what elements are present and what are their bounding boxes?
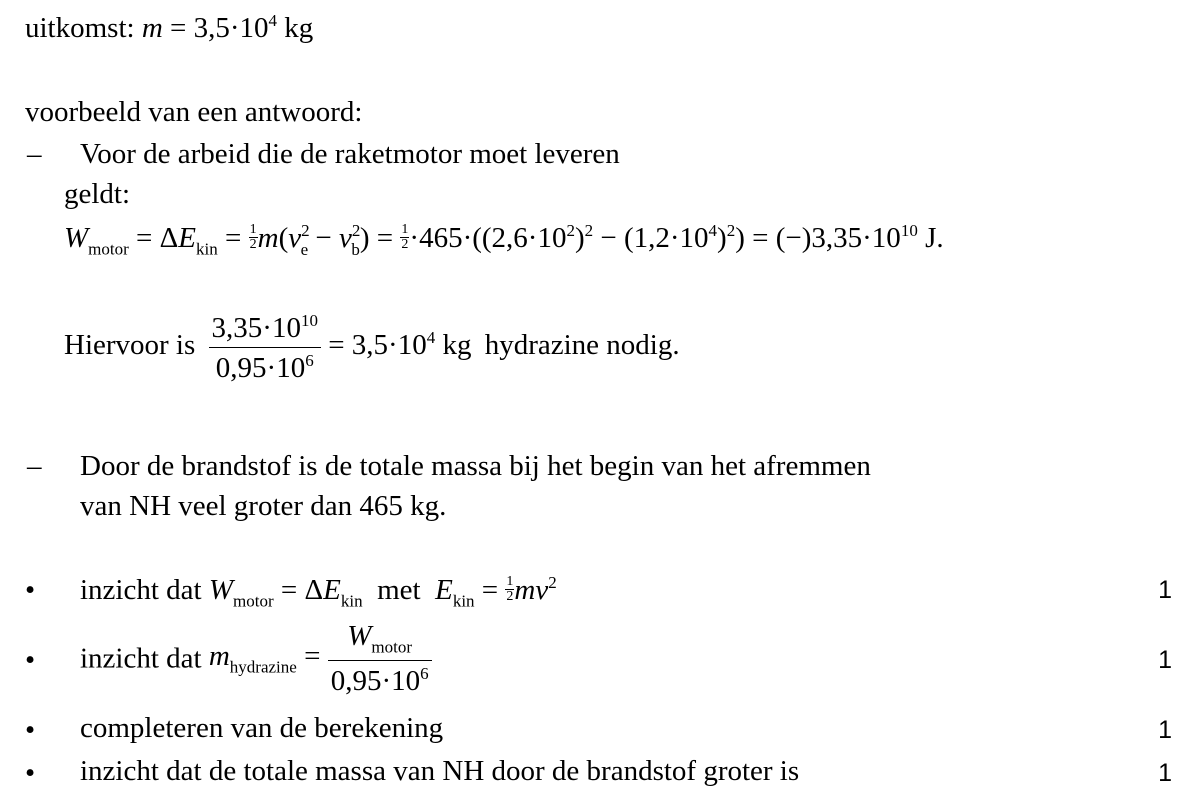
hier-suffix: hydrazine nodig. — [484, 329, 680, 362]
bullet: • — [25, 574, 36, 606]
dash-marker: – — [27, 138, 42, 170]
point1-line1: Voor de arbeid die de raketmotor moet leveren — [80, 138, 620, 170]
hier-prefix: Hiervoor is — [64, 329, 196, 362]
point2-line1: Door de brandstof is de totale massa bij het begin van het afremmen — [80, 450, 871, 482]
hier-result: = $3,5\cdot 10^4$ kg — [328, 328, 472, 362]
result-label: uitkomst: — [25, 12, 135, 45]
criterion-1-score: 1 — [1158, 576, 1172, 604]
criterion-4-text: inzicht dat de totale massa van NH door de brandstof groter is — [80, 755, 800, 787]
criterion-1 — [80, 574, 557, 610]
work-equation: $W_{motor} = \Delta E_{kin}$ = $\frac{1}{2}$ $m(v^2_e - v^2_b)$ = $\frac{1}{2}$ $\cdot 465\cdot((2,6\cdot 10^2)^2 - (1,2\cdot 10^4)^2) = (-)3,35\cdot 10^{10}$ J. — [64, 221, 944, 259]
criterion-2-score: 1 — [1158, 646, 1172, 674]
bullet: • — [25, 714, 36, 746]
point2-line2: van NH veel groter dan 465 kg. — [80, 490, 447, 522]
half-fraction: $\frac{1}{2}$ — [401, 221, 409, 252]
criterion-2-formula: $m_{hydrazine}$ = — [208, 640, 321, 677]
criterion-3-text: completeren van de berekening — [80, 712, 444, 744]
criterion-1-formula: $W_{motor} = \Delta E_{kin}$ met $E_{kin}$ = $\frac{1}{2}$ $mv^2$ — [208, 573, 557, 611]
dash-marker: – — [27, 450, 42, 482]
half-fraction: $\frac{1}{2}$ — [249, 221, 257, 252]
result-expression: $m = 3,5\cdot 10^4$ kg — [141, 11, 314, 45]
criterion-2-fraction: $\frac{W_{motor}}{0,95\cdot 10^6}$ — [328, 622, 432, 696]
criterion-2 — [80, 622, 432, 696]
bullet: • — [25, 757, 36, 789]
point1-line2: geldt: — [64, 178, 131, 210]
hydrazine-line — [64, 312, 680, 383]
criterion-4-score: 1 — [1158, 759, 1172, 787]
criterion-2-text: inzicht dat — [80, 642, 202, 675]
criterion-1-text: inzicht dat — [80, 574, 202, 607]
criterion-3-score: 1 — [1158, 716, 1172, 744]
result-line — [25, 12, 313, 43]
example-heading: voorbeeld van een antwoord: — [25, 96, 363, 128]
bullet: • — [25, 644, 36, 676]
hydrazine-fraction: $\frac{3,35\cdot 10^{10}}{0,95\cdot 10^6}$ — [209, 312, 321, 383]
